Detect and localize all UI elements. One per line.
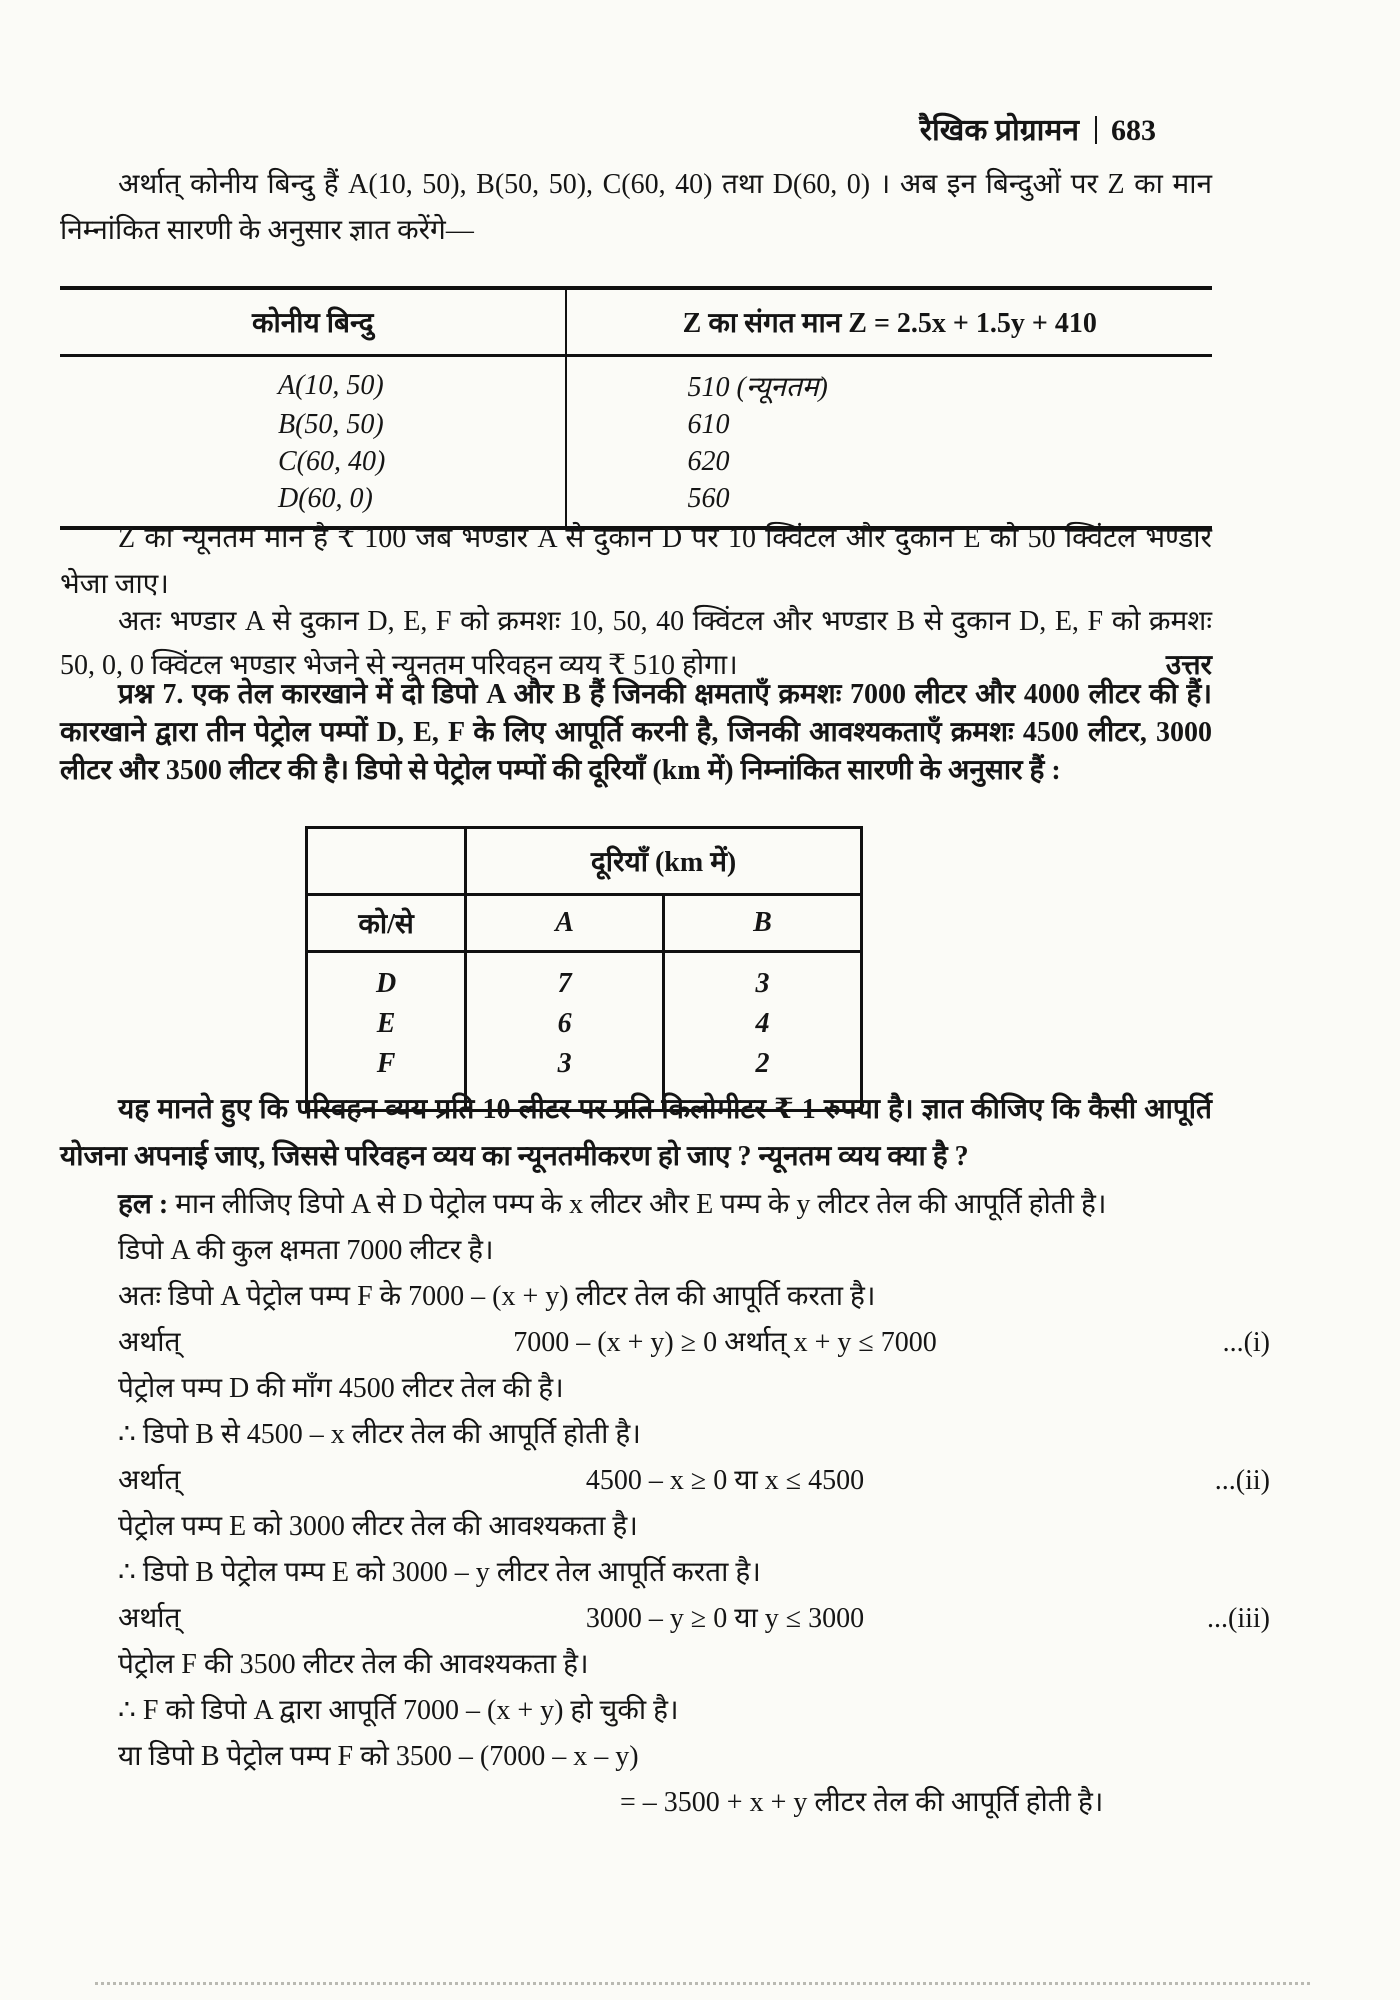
distance-a-cell: 6 (466, 1004, 664, 1044)
solution-line (118, 1182, 1212, 1228)
pump-cell: F (376, 1048, 396, 1079)
distance-b-cell: 2 (664, 1044, 862, 1111)
running-header (60, 108, 1212, 149)
distances-header: दूरियाँ (km में) (466, 828, 862, 895)
z-value-cell: 560 (566, 480, 1212, 528)
corner-points-table (60, 286, 1212, 530)
distance-a-cell: 7 (466, 952, 664, 1005)
answer-paragraph (60, 600, 1212, 688)
chapter-title: रैखिक प्रोग्रामन (919, 114, 1079, 147)
solution-line: ∴ डिपो B पेट्रोल पम्प E को 3000 – y लीटर तेल आपूर्ति करता है। (118, 1557, 761, 1588)
distance-b-cell: 4 (664, 1004, 862, 1044)
equation-line-ii (118, 1458, 1270, 1504)
distance-row (307, 952, 862, 1005)
table-header-row (60, 288, 1212, 356)
solution-line: पेट्रोल F की 3500 लीटर तेल की आवश्यकता है। (118, 1649, 589, 1680)
equation-label: अर्थात् (118, 1465, 181, 1496)
solution-line: अतः डिपो A पेट्रोल पम्प F के 7000 – (x + y) लीटर तेल की आपूर्ति करता है। (118, 1281, 876, 1312)
distance-a-cell: 3 (466, 1044, 664, 1111)
solution-line: डिपो A की कुल क्षमता 7000 लीटर है। (118, 1235, 494, 1266)
column-header-row (307, 895, 862, 952)
z-value-cell: 610 (566, 406, 1212, 443)
corner-point-header: कोनीय बिन्दु (60, 288, 566, 356)
distance-row (307, 1004, 862, 1044)
intro-paragraph: अर्थात् कोनीय बिन्दु हैं A(10, 50), B(50, 50), C(60, 40) तथा D(60, 0) । अब इन बिन्दुओं पर Z का मान निम्नांकित सारणी के अनुसार ज्ञात करेंगे— (60, 169, 1212, 246)
assumption-paragraph: यह मानते हुए कि परिवहन व्यय प्रति 10 लीटर पर प्रति किलोमीटर ₹ 1 रुपया है। ज्ञात कीजिए कि कैसी आपूर्ति योजना अपनाई जाए, जिससे परिवहन व्यय का न्यूनतमीकरण हो जाए ? न्यूनतम व्यय क्या है ? (60, 1094, 1212, 1172)
corner-point-cell: A(10, 50) (278, 370, 384, 401)
solution-line: पेट्रोल पम्प E को 3000 लीटर तेल की आवश्यकता है। (118, 1511, 638, 1542)
equation-body: 4500 – x ≥ 0 या x ≤ 4500 (585, 1465, 865, 1496)
corner-point-cell: C(60, 40) (278, 445, 386, 477)
distance-b-cell: 3 (664, 952, 862, 1005)
to-from-header: को/से (307, 895, 466, 952)
page-number: 683 (1111, 114, 1156, 147)
header-divider (1095, 116, 1097, 144)
equation-body: 7000 – (x + y) ≥ 0 अर्थात् x + y ≤ 7000 (513, 1327, 937, 1358)
pump-cell: E (376, 1008, 396, 1039)
distances-table (305, 826, 863, 1112)
distances-table-wrap (305, 826, 865, 1112)
table-row (60, 356, 1212, 407)
corner-point-cell: B(50, 50) (278, 408, 384, 440)
depot-b-header: B (664, 895, 862, 952)
scan-edge-artifact (95, 1982, 1310, 1985)
equation-line-i (118, 1320, 1270, 1366)
distances-header-row (307, 828, 862, 895)
pump-cell: D (375, 968, 397, 999)
solution-line: ∴ F को डिपो A द्वारा आपूर्ति 7000 – (x + y) हो चुकी है। (118, 1695, 679, 1726)
solution-line: पेट्रोल पम्प D की माँग 4500 लीटर तेल की है। (118, 1373, 564, 1404)
solution-label: हल : (118, 1189, 169, 1220)
solution-section (60, 1182, 1270, 1826)
z-value-cell: 510 (न्यूनतम) (566, 356, 1212, 407)
table-row (60, 406, 1212, 443)
z-value-header: Z का संगत मान Z = 2.5x + 1.5y + 410 (566, 288, 1212, 356)
z-value-cell: 620 (566, 443, 1212, 480)
equation-body: 3000 – y ≥ 0 या y ≤ 3000 (585, 1603, 865, 1634)
equation-ref: ...(iii) (1207, 1603, 1270, 1634)
equation-ref: ...(i) (1222, 1327, 1270, 1358)
solution-line: या डिपो B पेट्रोल पम्प F को 3500 – (7000 – x – y) (118, 1741, 639, 1772)
minimum-value-paragraph: Z का न्यूनतम मान है ₹ 100 जब भण्डार A से दुकान D पर 10 क्विंटल और दुकान E को 50 क्विंटल भण्डार भेजा जाए। (60, 523, 1212, 600)
table-row (60, 443, 1212, 480)
answer-text: अतः भण्डार A से दुकान D, E, F को क्रमशः 10, 50, 40 क्विंटल और भण्डार B से दुकान D, E, F को क्रमशः 50, 0, 0 क्विंटल भण्डार भेजने से न्यूनतम परिवहन व्यय ₹ 510 होगा। (60, 606, 1212, 681)
equation-label: अर्थात् (118, 1327, 181, 1358)
equation-line-iii (118, 1596, 1270, 1642)
blank-cell (307, 828, 466, 895)
depot-a-header: A (466, 895, 664, 952)
solution-text: मान लीजिए डिपो A से D पेट्रोल पम्प के x लीटर और E पम्प के y लीटर तेल की आपूर्ति होती है। (168, 1189, 1107, 1220)
corner-point-cell: D(60, 0) (278, 482, 373, 514)
answer-badge: उत्तर (1165, 650, 1212, 681)
solution-line-continuation: = – 3500 + x + y लीटर तेल की आपूर्ति होती है। (620, 1787, 1104, 1818)
equation-ref: ...(ii) (1214, 1465, 1270, 1496)
equation-label: अर्थात् (118, 1603, 181, 1634)
question-7-paragraph: प्रश्न 7. एक तेल कारखाने में दो डिपो A और B हैं जिनकी क्षमताएँ क्रमशः 7000 लीटर और 4000 लीटर की हैं। कारखाने द्वारा तीन पेट्रोल पम्पों D, E, F के लिए आपूर्ति करनी है, जिनकी आवश्यकताएँ क्रमशः 4500 लीटर, 3000 लीटर और 3500 लीटर की है। डिपो से पेट्रोल पम्पों की दूरियाँ (km में) निम्नांकित सारणी के अनुसार हैं : (60, 679, 1212, 786)
solution-line: ∴ डिपो B से 4500 – x लीटर तेल की आपूर्ति होती है। (118, 1419, 641, 1450)
